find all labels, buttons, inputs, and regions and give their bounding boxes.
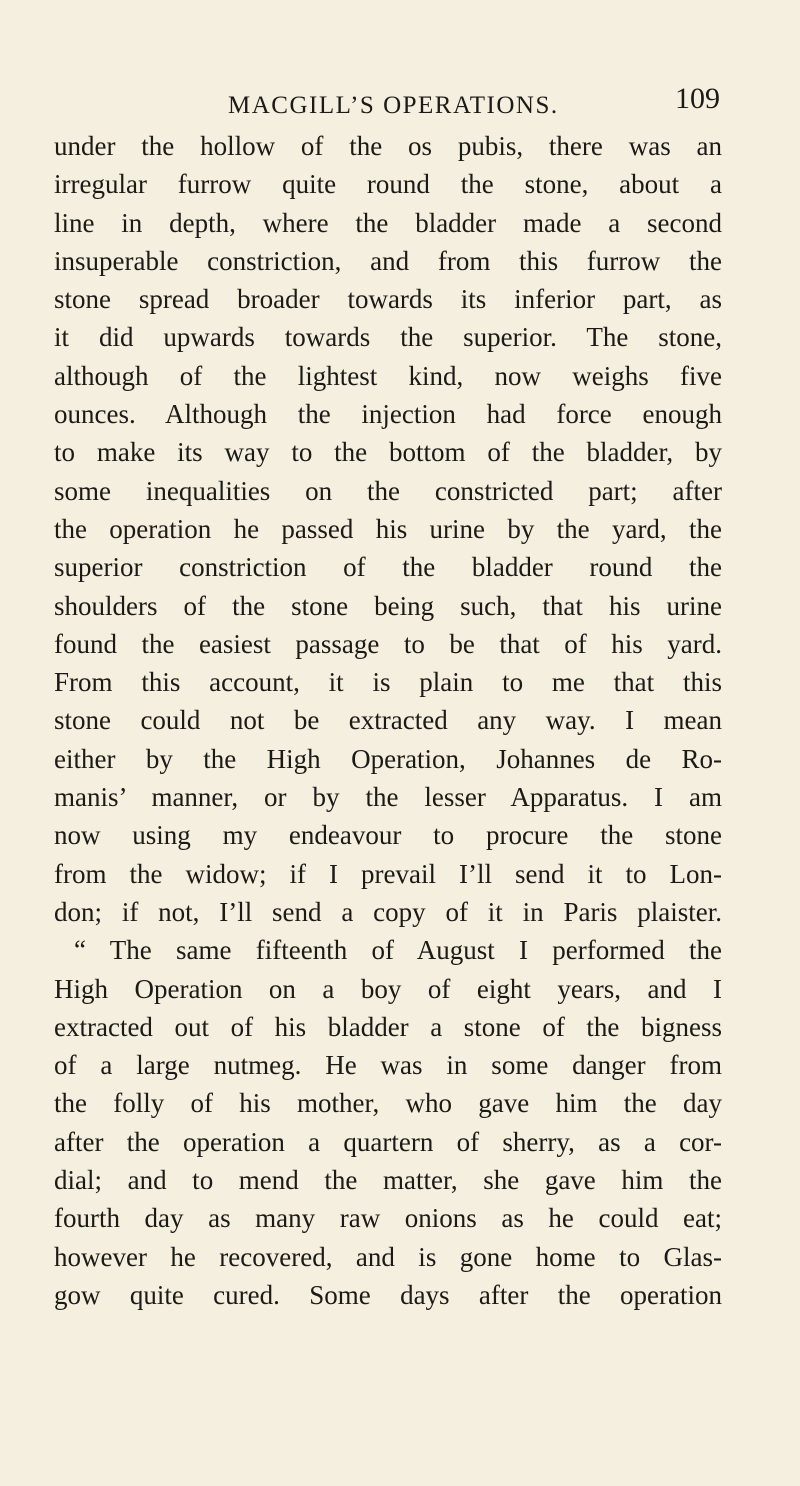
text-line: gow quite cured. Some days after the operation <box>54 1279 722 1310</box>
text-line: after the operation a quartern of sherry, as a cor- <box>54 1126 722 1157</box>
text-line: shoulders of the stone being such, that his urine <box>54 590 722 621</box>
text-line: it did upwards towards the superior. The stone, <box>54 322 722 353</box>
text-line: from the widow; if I prevail I’ll send it to Lon- <box>54 858 722 889</box>
text-line: however he recovered, and is gone home to Glas- <box>54 1241 722 1272</box>
text-line: found the easiest passage to be that of his yard. <box>54 628 722 659</box>
text-line: some inequalities on the constricted part; after <box>54 475 722 506</box>
running-title: MACGILL’S OPERATIONS. <box>228 92 559 119</box>
page-number: 109 <box>675 82 720 115</box>
text-line: the folly of his mother, who gave him the day <box>54 1088 722 1119</box>
text-line: From this account, it is plain to me that this <box>54 667 722 698</box>
text-line: now using my endeavour to procure the stone <box>54 820 722 851</box>
text-line: to make its way to the bottom of the bladder, by <box>54 437 722 468</box>
text-line: the operation he passed his urine by the yard, the <box>54 513 722 544</box>
text-line: superior constriction of the bladder round the <box>54 552 722 583</box>
text-line-paragraph-start: “ The same fifteenth of August I performed the <box>74 935 722 966</box>
text-line: fourth day as many raw onions as he could eat; <box>54 1203 722 1234</box>
running-head <box>54 82 720 122</box>
text-line: extracted out of his bladder a stone of the bigness <box>54 1011 722 1042</box>
text-line: line in depth, where the bladder made a second <box>54 207 722 238</box>
text-line: of a large nutmeg. He was in some danger from <box>54 1050 722 1081</box>
text-line: insuperable constriction, and from this furrow the <box>54 245 722 276</box>
text-line: stone spread broader towards its inferior part, as <box>54 284 722 315</box>
text-line: stone could not be extracted any way. I mean <box>54 705 722 736</box>
text-line: irregular furrow quite round the stone, about a <box>54 169 722 200</box>
text-line: ounces. Although the injection had force enough <box>54 399 722 430</box>
text-line: don; if not, I’ll send a copy of it in Paris plaister. <box>54 896 722 927</box>
text-line: under the hollow of the os pubis, there was an <box>54 131 722 161</box>
text-line: High Operation on a boy of eight years, and I <box>54 973 722 1004</box>
body-text <box>54 127 722 1314</box>
text-line: manis’ manner, or by the lesser Apparatus. I am <box>54 782 722 813</box>
text-line: dial; and to mend the matter, she gave him the <box>54 1165 722 1196</box>
text-line: either by the High Operation, Johannes de Ro- <box>54 743 722 774</box>
text-line: although of the lightest kind, now weighs five <box>54 360 722 391</box>
